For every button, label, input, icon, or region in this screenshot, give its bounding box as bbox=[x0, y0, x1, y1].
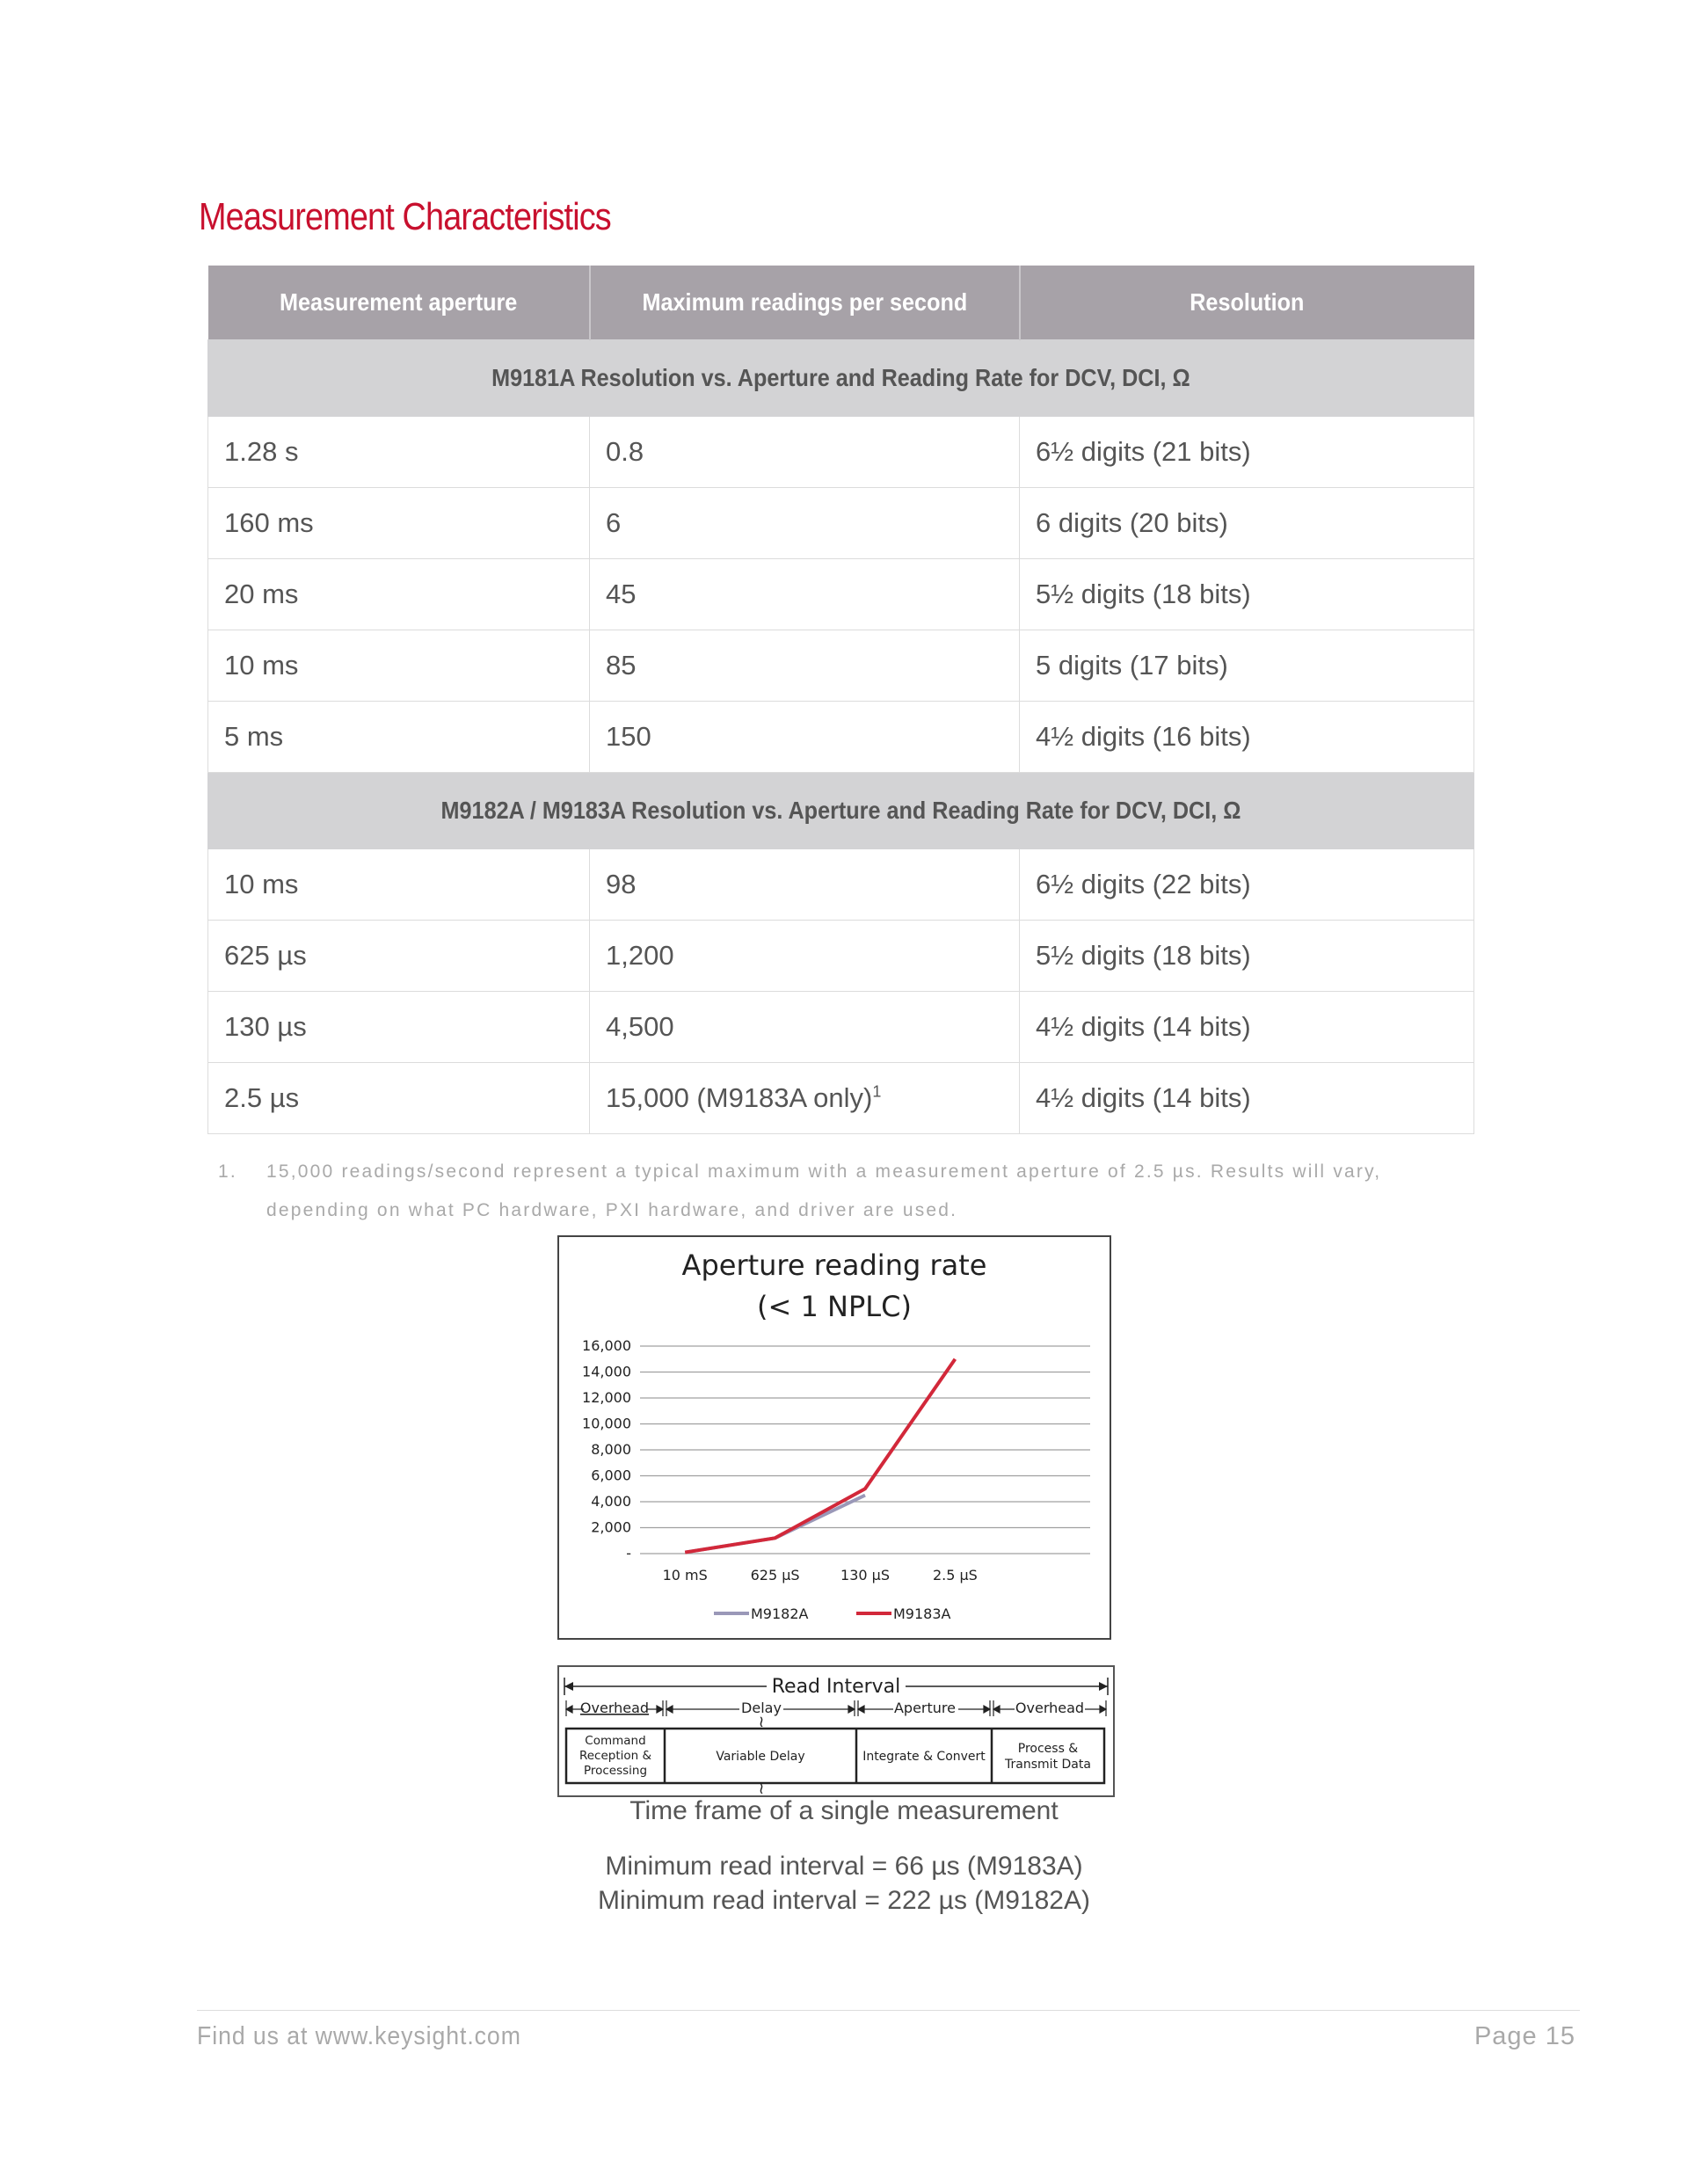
box-text: Processing bbox=[583, 1764, 648, 1778]
page-title: Measurement Characteristics bbox=[199, 195, 611, 238]
table-row bbox=[208, 488, 1474, 559]
page-number: Page 15 bbox=[1473, 2022, 1575, 2050]
readings-cell: 150 bbox=[590, 702, 1020, 773]
aperture-reading-rate-chart bbox=[557, 1235, 1111, 1640]
table-row bbox=[208, 1063, 1474, 1134]
resolution-cell: 6 digits (20 bits) bbox=[1020, 488, 1474, 559]
aperture-cell: 20 ms bbox=[208, 559, 590, 630]
footnote-marker: 1 bbox=[872, 1082, 882, 1101]
table-header-row bbox=[208, 266, 1474, 340]
footnote-number: 1. bbox=[218, 1161, 237, 1182]
aperture-cell: 10 ms bbox=[208, 849, 590, 921]
column-header-readings: Maximum readings per second bbox=[590, 266, 1020, 340]
aperture-cell: 2.5 µs bbox=[208, 1063, 590, 1134]
y-tick-label: 16,000 bbox=[582, 1337, 631, 1354]
measurement-table bbox=[207, 266, 1474, 1134]
resolution-cell: 4½ digits (14 bits) bbox=[1020, 1063, 1474, 1134]
y-tick-label: 2,000 bbox=[591, 1518, 631, 1536]
box-text: Reception & bbox=[578, 1749, 652, 1763]
box-text: Transmit Data bbox=[1005, 1758, 1091, 1772]
break-symbol-bottom: ≀ bbox=[758, 1780, 765, 1795]
table-row bbox=[208, 992, 1474, 1063]
box-text: Process & bbox=[1017, 1742, 1079, 1756]
x-tick-label: 10 mS bbox=[662, 1567, 708, 1583]
group-heading-row bbox=[208, 773, 1474, 849]
y-tick-label: 4,000 bbox=[591, 1493, 631, 1510]
readings-value: 15,000 (M9183A only) bbox=[606, 1082, 873, 1113]
resolution-cell: 6½ digits (21 bits) bbox=[1020, 417, 1474, 488]
resolution-cell: 6½ digits (22 bits) bbox=[1020, 849, 1474, 921]
aperture-cell: 10 ms bbox=[208, 630, 590, 702]
read-interval-svg bbox=[559, 1667, 1113, 1795]
readings-cell: 45 bbox=[590, 559, 1020, 630]
legend-label: M9182A bbox=[751, 1605, 809, 1622]
y-tick-label: 12,000 bbox=[582, 1389, 631, 1406]
phase-label-aperture: Aperture bbox=[893, 1700, 957, 1716]
aperture-cell: 130 µs bbox=[208, 992, 590, 1063]
min-read-interval-m9182a: Minimum read interval = 222 µs (M9182A) bbox=[597, 1886, 1090, 1915]
arrow-head-right bbox=[1099, 1682, 1108, 1691]
table-row bbox=[208, 630, 1474, 702]
chart-title-line-2: (< 1 NPLC) bbox=[757, 1290, 912, 1323]
x-tick-label: 2.5 µS bbox=[932, 1567, 978, 1583]
resolution-cell: 5 digits (17 bits) bbox=[1020, 630, 1474, 702]
aperture-cell: 5 ms bbox=[208, 702, 590, 773]
readings-cell: 98 bbox=[590, 849, 1020, 921]
box-text: Command bbox=[585, 1734, 646, 1748]
table-row bbox=[208, 417, 1474, 488]
chart-title-line-1: Aperture reading rate bbox=[681, 1249, 987, 1282]
resolution-cell: 5½ digits (18 bits) bbox=[1020, 559, 1474, 630]
y-tick-label: 8,000 bbox=[591, 1441, 631, 1458]
column-header-resolution: Resolution bbox=[1020, 266, 1474, 340]
footer-website: Find us at www.keysight.com bbox=[197, 2022, 521, 2050]
read-interval-title: Read Interval bbox=[771, 1676, 901, 1698]
y-tick-label: 14,000 bbox=[582, 1363, 631, 1380]
y-tick-label: 6,000 bbox=[591, 1467, 631, 1484]
series-line-m9183a bbox=[685, 1359, 955, 1553]
resolution-cell: 4½ digits (16 bits) bbox=[1020, 702, 1474, 773]
aperture-cell: 1.28 s bbox=[208, 417, 590, 488]
box-text: Integrate & Convert bbox=[862, 1750, 986, 1764]
y-tick-label: 10,000 bbox=[582, 1415, 631, 1432]
group-heading: M9182A / M9183A Resolution vs. Aperture and Reading Rate for DCV, DCI, Ω bbox=[208, 773, 1474, 849]
footnote-text: 15,000 readings/second represent a typical maximum with a measurement aperture of 2.5 µs. Results will vary, depending on what PC hardware, PXI hardware, and driver are used. bbox=[266, 1161, 1382, 1220]
break-symbol-top: ≀ bbox=[758, 1713, 765, 1731]
readings-cell bbox=[590, 1063, 1020, 1134]
group-heading-row bbox=[208, 340, 1474, 417]
readings-cell: 6 bbox=[590, 488, 1020, 559]
min-read-interval-m9183a: Minimum read interval = 66 µs (M9183A) bbox=[605, 1852, 1083, 1881]
y-tick-label: - bbox=[626, 1545, 631, 1562]
x-tick-label: 130 µS bbox=[840, 1567, 890, 1583]
arrow-head-left bbox=[564, 1682, 573, 1691]
phase-label-delay: Delay bbox=[741, 1700, 782, 1716]
aperture-cell: 160 ms bbox=[208, 488, 590, 559]
resolution-cell: 5½ digits (18 bits) bbox=[1020, 921, 1474, 992]
footer-divider bbox=[197, 2010, 1580, 2011]
readings-cell: 0.8 bbox=[590, 417, 1020, 488]
diagram-caption: Time frame of a single measurement bbox=[629, 1796, 1059, 1825]
table-row bbox=[208, 559, 1474, 630]
box-text: Variable Delay bbox=[716, 1750, 805, 1764]
table-row bbox=[208, 702, 1474, 773]
read-interval-diagram bbox=[557, 1665, 1115, 1797]
legend-label: M9183A bbox=[893, 1605, 951, 1622]
phase-label-overhead-end: Overhead bbox=[1015, 1700, 1085, 1716]
readings-cell: 4,500 bbox=[590, 992, 1020, 1063]
readings-cell: 1,200 bbox=[590, 921, 1020, 992]
readings-cell: 85 bbox=[590, 630, 1020, 702]
phase-label-overhead: Overhead bbox=[579, 1700, 650, 1716]
x-tick-label: 625 µS bbox=[750, 1567, 800, 1583]
chart-plot bbox=[559, 1237, 1110, 1638]
group-heading: M9181A Resolution vs. Aperture and Reading Rate for DCV, DCI, Ω bbox=[208, 340, 1474, 417]
table-row bbox=[208, 921, 1474, 992]
resolution-cell: 4½ digits (14 bits) bbox=[1020, 992, 1474, 1063]
table-row bbox=[208, 849, 1474, 921]
column-header-aperture: Measurement aperture bbox=[208, 266, 590, 340]
aperture-cell: 625 µs bbox=[208, 921, 590, 992]
